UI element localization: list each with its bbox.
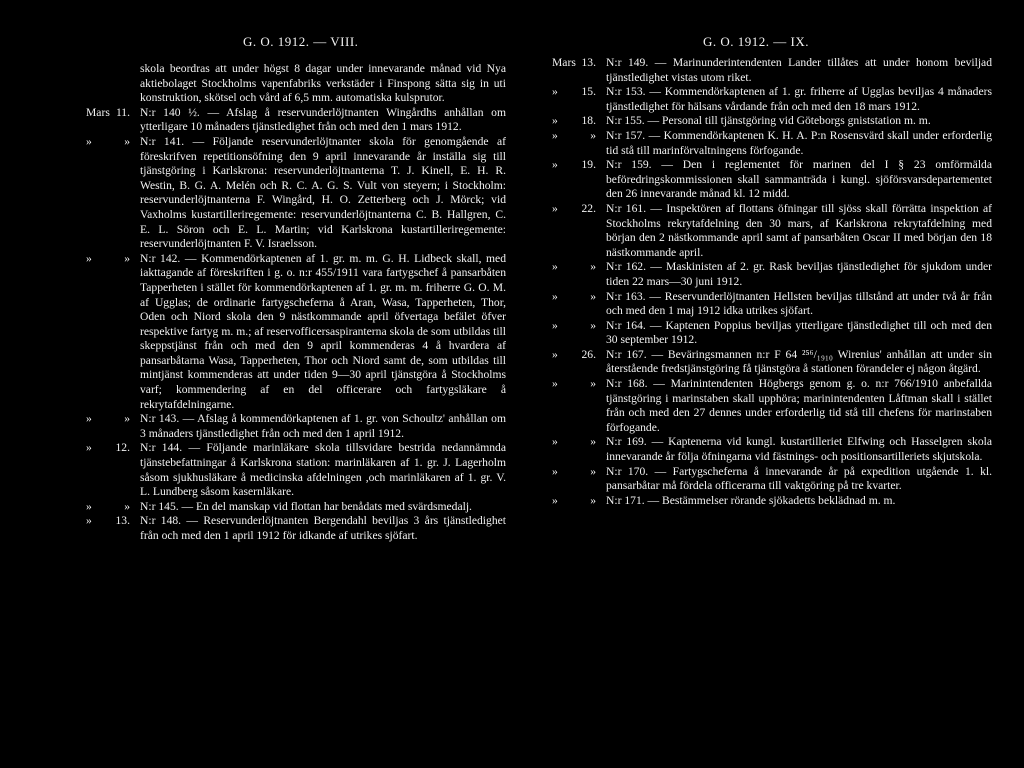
left-entry-5 — [86, 441, 506, 499]
entry-text: N:r 163. — Reservunderlöjtnanten Hellsten beviljas tillstånd att under två år från och med den 1 maj 1912 idka utrikes sjöfart. — [606, 289, 992, 318]
entry-day: » — [124, 499, 130, 513]
right-entry-4 — [552, 158, 992, 202]
entry-month: » — [552, 201, 558, 215]
left-entry-2 — [86, 135, 506, 252]
entry-month: » — [552, 347, 558, 361]
entry-month: » — [86, 441, 92, 455]
entry-month: » — [552, 260, 558, 274]
entry-day: » — [124, 251, 130, 265]
left-entries — [86, 62, 506, 544]
entry-text: N:r 170. — Fartygscheferna å innevarande år på expedition utgående 1. kl. pansarbåtar må fördela officerarna till vaktgöring på tre kvarter. — [606, 464, 992, 493]
entry-text: N:r 142. — Kommendörkaptenen af 1. gr. m. m. G. H. Lidbeck skall, med iakttagande af föreskriften i g. o. n:r 455/1911 vara fartygschef å pansarbåten Tapperheten i stället för kommendörkaptenen af 1. gr. m. m. friherre G. O. M. af Ugglas; de ordinarie fartygscheferna å Aran, Wasa, Tapperheten, Thor, Oden och Niord skola den 9 nästkommande april öfvertaga befälet öfver respektive fartyg m. m.; af reservofficersaspiranterna skola de som utbildas till skeppstjänst från och med den 9 april kommenderas 4 å hvardera af pansarbåtarna Wasa, Tapperheten, Thor och Niord samt de, som utbildas till mintjänst kommenderas att under tiden 9—30 april tjänstgöra å Stockholms varf; kommendering af en del officerare och fartygsläkare å rekrytafdelningarne. — [140, 251, 506, 411]
entry-text: N:r 161. — Inspektören af flottans öfningar till sjöss skall förrätta inspektion af Stockholms rekrytafdelning den 30 mars, af Karlskrona rekrytafdelning med början den 2 nästkommande april samt af pansarbåten Oscar II med början den 18 nästkommande april. — [606, 201, 992, 259]
entry-month: » — [552, 289, 558, 303]
left-page-header: G. O. 1912. — VIII. — [243, 34, 359, 49]
entry-day: » — [590, 128, 596, 142]
entry-text: N:r 159. — Den i reglementet för marinen del I § 23 omförmälda beföredringskommissionen skall sammanträda i kungl. sjöförsvarsdepartementet den 26 innevarande månad kl. 12 midd. — [606, 158, 992, 201]
entry-day: » — [590, 377, 596, 391]
entry-month: » — [552, 464, 558, 478]
entry-day: 12. — [115, 441, 130, 455]
entry-day: » — [590, 289, 596, 303]
entry-month: » — [552, 318, 558, 332]
entry-day: » — [124, 134, 130, 148]
entry-text: N:r 149. — Marinunderintendenten Lander tillåtes att under honom beviljad tjänstledighet vistas utom riket. — [606, 56, 992, 84]
entry-month: » — [552, 128, 558, 142]
right-page-header: G. O. 1912. — IX. — [703, 34, 809, 49]
right-entry-0 — [552, 56, 992, 85]
entry-month: » — [552, 377, 558, 391]
entry-text: N:r 167. — Beväringsmannen n:r F 64 ²⁵⁶/₁₉₁₀ Wirenius' anhållan att under sin återstående fredstjänstgöring få tjänstgöra å stationen förandeler ej någon åtgärd. — [606, 347, 992, 376]
right-entry-1 — [552, 85, 992, 114]
right-entry-5 — [552, 202, 992, 260]
entry-month: » — [86, 134, 92, 148]
right-entry-9 — [552, 348, 992, 377]
entry-text: N:r 144. — Följande marinläkare skola tillsvidare bestrida nedannämnda tjänstebefattningar å Karlskrona station: marinläkaren af 1. gr. J. Lagerholm såsom sjukhusläkare å medicinska afdelningen ,och marinläkaren af 1. gr. V. L. Lundberg såsom kasernläkare. — [140, 441, 506, 499]
entry-text: N:r 162. — Maskinisten af 2. gr. Rask beviljas tjänstledighet för sjukdom under tiden 22 mars—30 juni 1912. — [606, 260, 992, 288]
right-entry-11 — [552, 435, 992, 464]
entry-text: N:r 141. — Följande reservunderlöjtnanter skola för genomgående af föreskrifven repetitionsöfning den 9 april innevarande år inställa sig till tjänstgöring i Karlskrona: reservunderlöjtnanterna T. J. Kinell, E. H. R. Westin, B. G. A. Melén och R. C. A. G. S. Vult von steyern; i Stockholm: reservunderlöjtnanterna F. Wingård, H. O. Zetterberg och J. Mörck; vid Vaxholms kustartilleriregemente: reservunderlöjtnanterna C. B. Hallgren, C. E. L. Söron och E. L. Martin; vid Karlskrona kustartilleriregemente: reservunderlöjtnanten F. V. Israelsson. — [140, 134, 506, 251]
entry-day: » — [590, 318, 596, 332]
entry-day: » — [590, 260, 596, 274]
entry-day: » — [590, 464, 596, 478]
entry-day: » — [124, 412, 130, 426]
left-entry-6 — [86, 500, 506, 515]
entry-month: » — [552, 114, 558, 128]
right-entries — [552, 56, 992, 508]
entry-text: N:r 143. — Afslag å kommendörkaptenen af 1. gr. von Schoultz' anhållan om 3 månaders tjänstledighet från och med den 1 april 1912. — [140, 412, 506, 440]
entry-text: N:r 171. — Bestämmelser rörande sjökadetts beklädnad m. m. — [606, 493, 896, 507]
left-entry-0 — [86, 62, 506, 106]
entry-day: 15. — [581, 85, 596, 99]
right-entry-13 — [552, 494, 992, 509]
entry-text: N:r 155. — Personal till tjänstgöring vid Göteborgs gniststation m. m. — [606, 114, 931, 128]
left-entry-1 — [86, 106, 506, 135]
right-entry-3 — [552, 129, 992, 158]
entry-month: » — [552, 435, 558, 449]
entry-day: 11. — [115, 105, 130, 119]
right-entry-7 — [552, 290, 992, 319]
entry-month: » — [86, 412, 92, 426]
entry-month: Mars — [86, 105, 110, 119]
entry-month: » — [86, 514, 92, 528]
entry-day: 18. — [581, 114, 596, 128]
left-entry-3 — [86, 252, 506, 413]
entry-month: » — [552, 85, 558, 99]
entry-text: skola beordras att under högst 8 dagar under innevarande månad vid Nya aktiebolaget Stockholms vapenfabriks verkstäder i Finspong sätta sig in uti konstruktion, skötsel och vård af 6,5 mm. automatiska kulsprutor. — [140, 62, 506, 105]
right-entry-2 — [552, 114, 992, 129]
entry-day: 22. — [581, 201, 596, 215]
entry-day: 19. — [581, 158, 596, 172]
entry-text: N:r 145. — En del manskap vid flottan har benådats med svärdsmedalj. — [140, 499, 472, 513]
entry-text: N:r 168. — Marinintendenten Högbergs genom g. o. n:r 766/1910 anbefallda tjänstgöring i marinstaben skall upphöra; marinintendenten Låftman skall i stället från och med den 27 dennes under erforderlig tid stå till chefens för marinstaben förfogande. — [606, 377, 992, 434]
entry-text: N:r 169. — Kaptenerna vid kungl. kustartilleriet Elfwing och Hasselgren skola innevarande år följa öfningarna vid fästnings- och positionsartilleriets skjutskola. — [606, 435, 992, 464]
entry-text: N:r 148. — Reservunderlöjtnanten Bergendahl beviljas 3 års tjänstledighet från och med den 1 april 1912 för idkande af utrikes sjöfart. — [140, 514, 506, 542]
right-entry-12 — [552, 465, 992, 494]
entry-month — [86, 62, 112, 106]
right-entry-8 — [552, 319, 992, 348]
right-entry-10 — [552, 377, 992, 435]
entry-text: N:r 164. — Kaptenen Poppius beviljas ytterligare tjänstledighet till och med den 30 september 1912. — [606, 318, 992, 347]
left-entry-4 — [86, 412, 506, 441]
entry-day: 26. — [581, 347, 596, 361]
entry-day: » — [590, 435, 596, 449]
entry-month: » — [552, 493, 558, 507]
entry-day: » — [590, 493, 596, 507]
right-entry-6 — [552, 260, 992, 289]
left-entry-7 — [86, 514, 506, 543]
entry-month: » — [86, 499, 92, 513]
entry-month: Mars — [552, 56, 576, 69]
entry-month: » — [86, 251, 92, 265]
entry-text: N:r 157. — Kommendörkaptenen K. H. A. P:n Rosensvärd skall under erforderlig tid stå till marinförvaltningens förfogande. — [606, 128, 992, 157]
entry-day: 13. — [581, 56, 596, 69]
entry-day — [112, 62, 140, 106]
entry-text: N:r 153. — Kommendörkaptenen af 1. gr. friherre af Ugglas beviljas 4 månaders tjänstledighet för hälsans vårdande från och med den 18 mars 1912. — [606, 85, 992, 113]
entry-text: N:r 140 ½. — Afslag å reservunderlöjtnanten Wingårdhs anhållan om ytterligare 10 månaders tjänstledighet från och med den 1 mars 1912. — [140, 105, 506, 134]
entry-day: 13. — [115, 514, 130, 528]
entry-month: » — [552, 158, 558, 172]
